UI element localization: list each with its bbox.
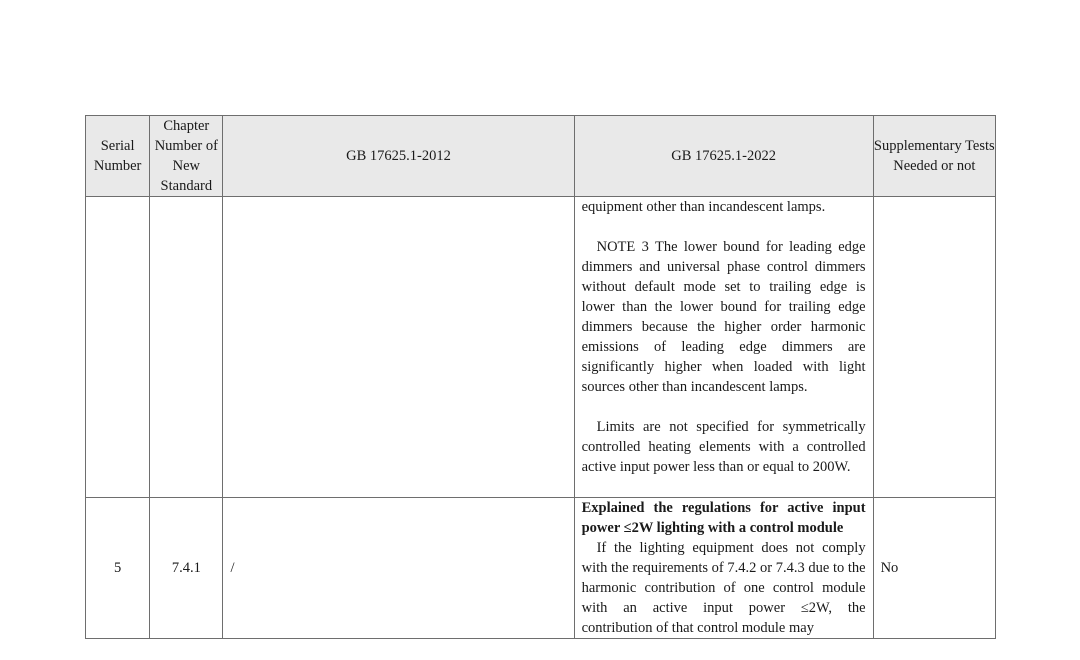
header-new-standard: GB 17625.1-2022 [574,116,873,197]
cell-supplementary [873,197,995,498]
cell-serial: 5 [86,498,150,639]
cell-serial [86,197,150,498]
cell-old-standard [223,197,574,498]
cell-new-standard [574,197,873,498]
paragraph-continuation: equipment other than incandescent lamps. [581,199,826,215]
change-title: Explained the regulations for active input power ≤2W lighting with a control module [581,500,866,536]
comparison-table [85,115,996,639]
paragraph-limits: Limits are not specified for symmetrically controlled heating elements with a controlled active input power less than or equal to 200W. [581,419,866,475]
table-row [86,498,996,639]
cell-supplementary: No [873,498,995,639]
paragraph-note-3: NOTE 3 The lower bound for leading edge dimmers and universal phase control dimmers without default mode set to trailing edge is lower than the lower bound for trailing edge dimmers because the higher order harmonic emissions of leading edge dimmers are significantly higher when loaded with light sources other than incandescent lamps. [581,239,866,395]
header-chapter-number: Chapter Number of New Standard [150,116,223,197]
header-old-standard: GB 17625.1-2012 [223,116,574,197]
cell-old-standard: / [223,498,574,639]
cell-new-standard [574,498,873,639]
header-row [86,116,996,197]
cell-chapter [150,197,223,498]
header-serial-number: Serial Number [86,116,150,197]
cell-chapter: 7.4.1 [150,498,223,639]
table-row [86,197,996,498]
change-body: If the lighting equipment does not comply with the requirements of 7.4.2 or 7.4.3 due to the harmonic contribution of one control module with an active input power ≤2W, the contribution of that control module may [581,540,866,636]
header-supplementary-tests: Supplementary Tests Needed or not [873,116,995,197]
